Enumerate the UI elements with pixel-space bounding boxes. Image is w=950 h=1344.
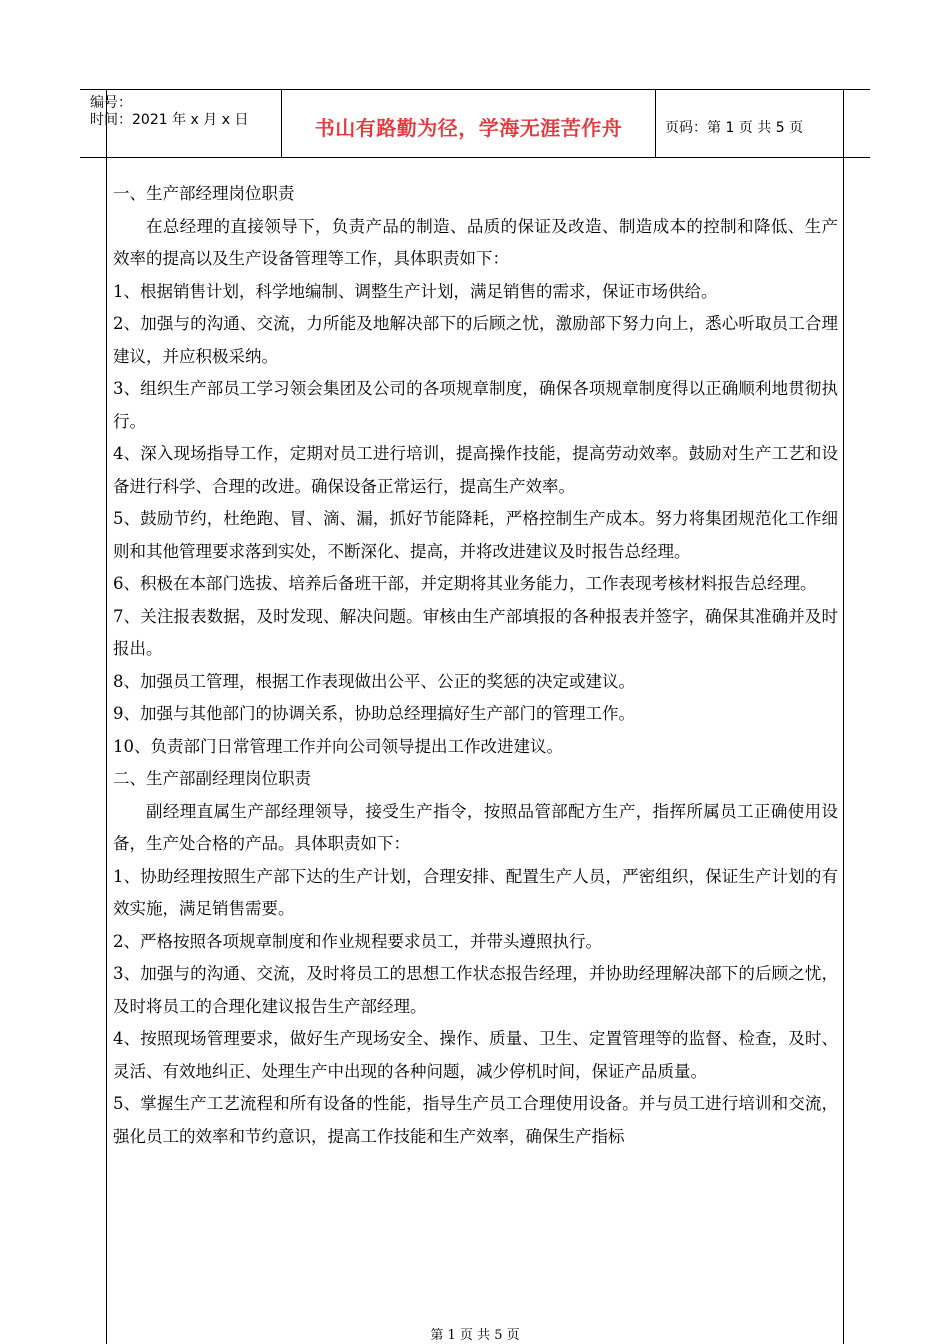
right-border bbox=[843, 89, 844, 1344]
body-paragraph: 6、积极在本部门选拔、培养后备班干部，并定期将其业务能力，工作表现考核材料报告总经理。 bbox=[113, 574, 817, 593]
header-page-indicator: 页码：第 1 页 共 5 页 bbox=[665, 120, 804, 136]
header-top-border bbox=[80, 89, 870, 90]
body-paragraph: 4、按照现场管理要求，做好生产现场安全、操作、质量、卫生、定置管理等的监督、检查，及时、灵活、有效地纠正、处理生产中出现的各种问题，减少停机时间，保证产品质量。 bbox=[113, 1029, 838, 1081]
body-paragraph: 2、严格按照各项规章制度和作业规程要求员工，并带头遵照执行。 bbox=[113, 931, 602, 951]
body-paragraph: 8、加强员工管理，根据工作表现做出公平、公正的奖惩的决定或建议。 bbox=[113, 671, 635, 691]
body-paragraph: 3、加强与的沟通、交流，及时将员工的思想工作状态报告经理，并协助经理解决部下的后顾之忧，及时将员工的合理化建议报告生产部经理。 bbox=[113, 964, 838, 1016]
document-number-label: 编号： bbox=[90, 95, 132, 111]
header-divider-2 bbox=[655, 89, 656, 157]
header-bottom-border bbox=[80, 157, 870, 158]
page-footer: 第 1 页 共 5 页 bbox=[430, 1328, 520, 1343]
left-border bbox=[106, 89, 107, 1344]
body-paragraph: 5、掌握生产工艺流程和所有设备的性能，指导生产员工合理使用设备。并与员工进行培训和交流，强化员工的效率和节约意识，提高工作技能和生产效率，确保生产指标 bbox=[113, 1094, 838, 1146]
body-paragraph: 10、负责部门日常管理工作并向公司领导提出工作改进建议。 bbox=[113, 736, 563, 756]
body-paragraph: 7、关注报表数据，及时发现、解决问题。审核由生产部填报的各种报表并签字，确保其准确并及时报出。 bbox=[113, 606, 838, 658]
body-paragraph: 副经理直属生产部经理领导，接受生产指令，按照品管部配方生产，指挥所属员工正确使用设备，生产处合格的产品。具体职责如下： bbox=[113, 801, 838, 853]
body-paragraph: 一、生产部经理岗位职责 bbox=[113, 184, 295, 203]
body-paragraph: 在总经理的直接领导下，负责产品的制造、品质的保证及改造、制造成本的控制和降低、生产效率的提高以及生产设备管理等工作，具体职责如下： bbox=[113, 216, 838, 268]
body-paragraph: 9、加强与其他部门的协调关系，协助总经理搞好生产部门的管理工作。 bbox=[113, 704, 635, 723]
body-paragraph: 二、生产部副经理岗位职责 bbox=[113, 769, 311, 788]
body-paragraph: 4、深入现场指导工作，定期对员工进行培训，提高操作技能，提高劳动效率。鼓励对生产工艺和设备进行科学、合理的改进。确保设备正常运行，提高生产效率。 bbox=[113, 444, 838, 496]
document-time: 时间：2021 年 x 月 x 日 bbox=[90, 112, 249, 128]
body-paragraph: 1、协助经理按照生产部下达的生产计划，合理安排、配置生产人员，严密组织，保证生产计划的有效实施，满足销售需要。 bbox=[113, 866, 838, 918]
body-paragraph: 3、组织生产部员工学习领会集团及公司的各项规章制度，确保各项规章制度得以正确顺利地贯彻执行。 bbox=[113, 379, 838, 431]
body-paragraph: 5、鼓励节约，杜绝跑、冒、滴、漏，抓好节能降耗，严格控制生产成本。努力将集团规范化工作细则和其他管理要求落到实处，不断深化、提高，并将改进建议及时报告总经理。 bbox=[113, 509, 838, 561]
document-body bbox=[113, 178, 838, 1153]
body-paragraph: 2、加强与的沟通、交流，力所能及地解决部下的后顾之忧，激励部下努力向上，悉心听取员工合理建议，并应积极采纳。 bbox=[113, 314, 838, 366]
header-motto: 书山有路勤为径，学海无涯苦作舟 bbox=[314, 116, 623, 140]
body-paragraph: 1、根据销售计划，科学地编制、调整生产计划，满足销售的需求，保证市场供给。 bbox=[113, 281, 718, 301]
